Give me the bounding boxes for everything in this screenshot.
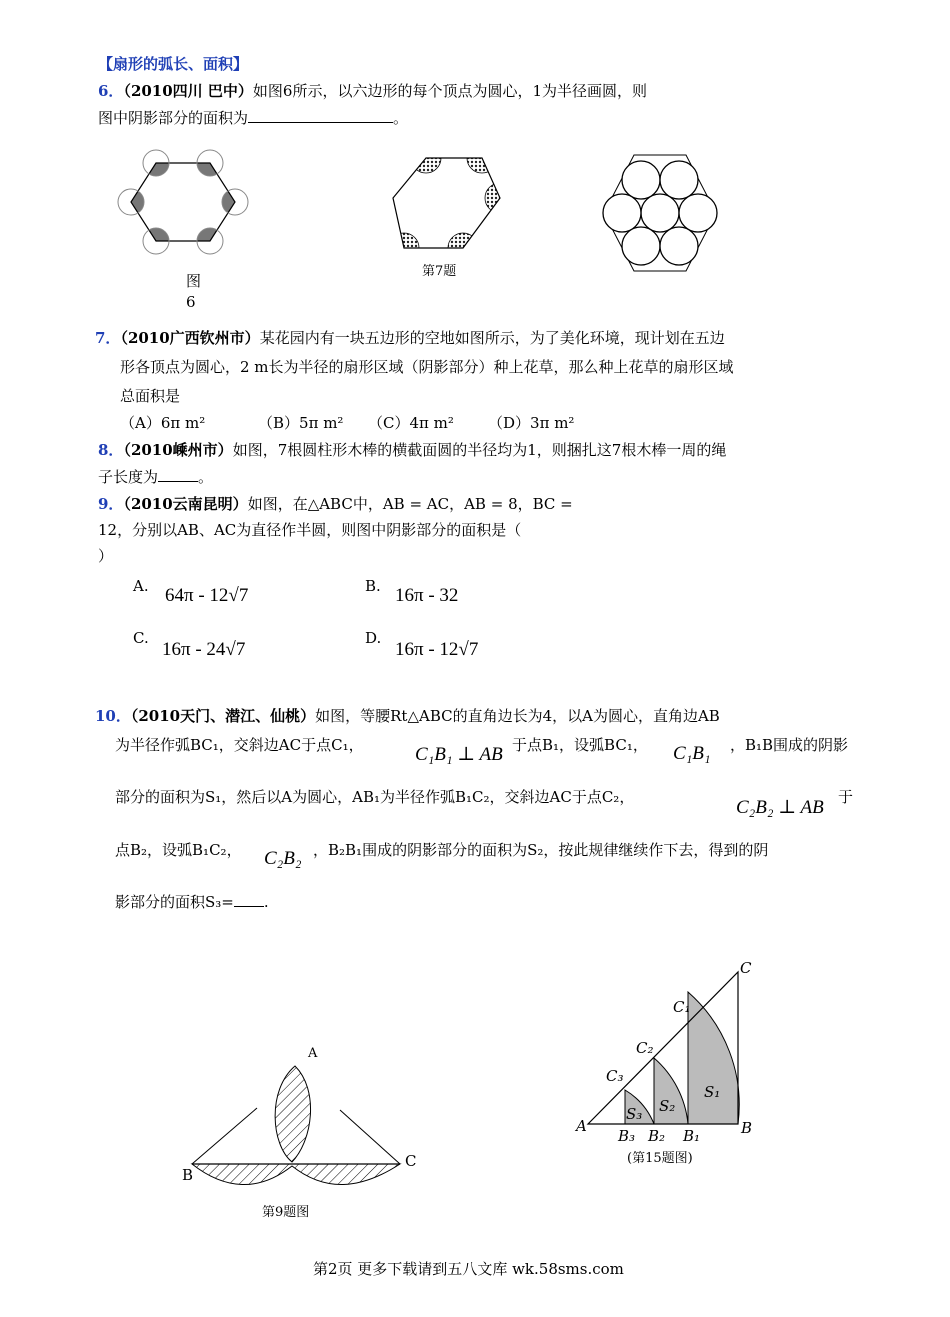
question-9-option-a-expr: 64π - 12√7 — [165, 585, 249, 606]
figure-15-point-b2: B₂ — [648, 1127, 666, 1145]
figure-15-label: (第15题图) — [627, 1151, 693, 1166]
question-8-line1 — [98, 440, 726, 460]
question-10-source: （2010天门、潜江、仙桃） — [130, 707, 316, 725]
question-9-option-c-expr: 16π - 24√7 — [162, 639, 246, 660]
question-8-text1: 如图，7根圆柱形木棒的横截面圆的半径均为1，则捆扎这7根木棒一周的绳 — [232, 441, 727, 459]
question-10-number: 10． — [95, 707, 131, 725]
figure-15-label-s3: S₃ — [626, 1105, 643, 1123]
figure-7-label: 第7题 — [422, 264, 457, 279]
figure-15-point-c1: C₁ — [673, 998, 691, 1016]
question-10-line3b: 于 — [838, 788, 854, 806]
figure-15-point-b: B — [741, 1119, 753, 1137]
question-10-math-2: C₁B₁ — [673, 743, 711, 764]
answer-blank[interactable] — [248, 108, 393, 123]
question-6-line1 — [98, 81, 647, 101]
question-10-line5 — [115, 892, 269, 912]
page-footer: 第2页 更多下载请到五八文库 wk.58sms.com — [313, 1260, 624, 1278]
question-9-number: 9． — [98, 495, 124, 513]
question-9-option-b-expr: 16π - 32 — [395, 585, 459, 606]
question-7-option-d[interactable]: （D）3π m² — [488, 414, 575, 432]
question-6-end: 。 — [393, 109, 409, 127]
question-7-line2: 形各顶点为圆心，2 m长为半径的扇形区域（阴影部分）种上花草，那么种上花草的扇形区域 — [120, 358, 734, 376]
question-7-number: 7． — [95, 329, 121, 347]
question-8-text2: 子长度为 — [98, 468, 159, 486]
question-10-math-4: C₂B₂ — [264, 848, 302, 869]
question-6-text1: 如图6所示，以六边形的每个顶点为圆心，1为半径画圆，则 — [252, 82, 648, 100]
question-8-number: 8． — [98, 441, 124, 459]
question-10-math-3: C₂B₂ ⊥ AB — [736, 797, 824, 818]
question-9-option-d-label[interactable]: D. — [365, 629, 382, 647]
figure-15-point-a: A — [576, 1117, 587, 1135]
figure-6-label-2: 6 — [186, 293, 196, 311]
figure-9-triangle-semicircles — [175, 1040, 435, 1190]
question-9-line3: ） — [98, 547, 114, 565]
figure-15-point-c3: C₃ — [606, 1067, 624, 1085]
section-title: 【扇形的弧长、面积】 — [98, 55, 249, 73]
question-9-option-b-label[interactable]: B. — [365, 577, 381, 595]
answer-blank[interactable] — [158, 467, 198, 482]
question-6-number: 6． — [98, 82, 124, 100]
question-10-line2a: 为半径作弧BC₁，交斜边AC于点C₁， — [115, 736, 364, 754]
question-7-source: （2010广西钦州市） — [120, 329, 260, 347]
question-10-line3a: 部分的面积为S₁，然后以A为圆心，AB₁为半径作弧B₁C₂，交斜边AC于点C₂， — [115, 788, 635, 806]
question-9-line1 — [98, 494, 573, 514]
figure-15-point-c2: C₂ — [636, 1039, 654, 1057]
question-10-text1: 如图，等腰Rt△ABC的直角边长为4，以A为圆心，直角边AB — [315, 707, 720, 725]
figure-8-seven-circles — [600, 152, 720, 274]
question-8-source: （2010嵊州市） — [123, 441, 233, 459]
question-6-line2 — [98, 108, 408, 128]
question-9-line2: 12，分别以AB、AC为直径作半圆，则图中阴影部分的面积是（ — [98, 521, 522, 539]
figure-15-label-s2: S₂ — [659, 1097, 676, 1115]
question-9-option-d-expr: 16π - 12√7 — [395, 639, 479, 660]
question-6-text2: 图中阴影部分的面积为 — [98, 109, 249, 127]
figure-15-point-b3: B₃ — [618, 1127, 636, 1145]
question-10-line2c: ，B₁B围成的阴影 — [730, 736, 849, 754]
figure-15-point-c: C — [740, 959, 752, 977]
answer-blank[interactable] — [234, 892, 264, 907]
question-8-end: 。 — [198, 468, 214, 486]
question-10-text5: 影部分的面积S₃= — [115, 893, 234, 911]
question-10-line4a: 点B₂，设弧B₁C₂， — [115, 841, 242, 859]
question-10-math-1: C₁B₁ ⊥ AB — [415, 744, 503, 765]
figure-15-point-b1: B₁ — [683, 1127, 701, 1145]
question-6-source: （2010四川 巴中） — [123, 82, 253, 100]
question-9-source: （2010云南昆明） — [123, 495, 248, 513]
question-7-option-a[interactable]: （A）6π m² — [120, 414, 206, 432]
question-10-line4b: ，B₂B₁围成的阴影部分的面积为S₂，按此规律继续作下去，得到的阴 — [313, 841, 769, 859]
figure-9-point-b: B — [182, 1166, 194, 1184]
question-7-option-c[interactable]: （C）4π m² — [368, 414, 454, 432]
figure-6-hexagon — [110, 145, 255, 260]
figure-15-label-s1: S₁ — [704, 1083, 721, 1101]
question-9-text1: 如图，在△ABC中，AB = AC，AB = 8，BC = — [247, 495, 573, 513]
question-9-option-a-label[interactable]: A. — [133, 577, 149, 595]
figure-7-pentagon — [390, 152, 505, 252]
question-8-line2 — [98, 467, 213, 487]
question-7-option-b[interactable]: （B）5π m² — [258, 414, 344, 432]
figure-9-point-c: C — [405, 1152, 417, 1170]
figure-6-label-1: 图 — [186, 272, 202, 290]
figure-9-label: 第9题图 — [262, 1205, 310, 1220]
question-10-line1 — [95, 706, 720, 726]
figure-9-point-a: A — [308, 1046, 318, 1061]
question-9-option-c-label[interactable]: C. — [133, 629, 149, 647]
question-10-end: . — [263, 893, 269, 911]
question-7-line1 — [95, 328, 725, 348]
question-10-line2b: 于点B₁，设弧BC₁， — [512, 736, 648, 754]
question-7-text1: 某花园内有一块五边形的空地如图所示，为了美化环境，现计划在五边 — [259, 329, 725, 347]
question-7-line3: 总面积是 — [120, 387, 181, 405]
